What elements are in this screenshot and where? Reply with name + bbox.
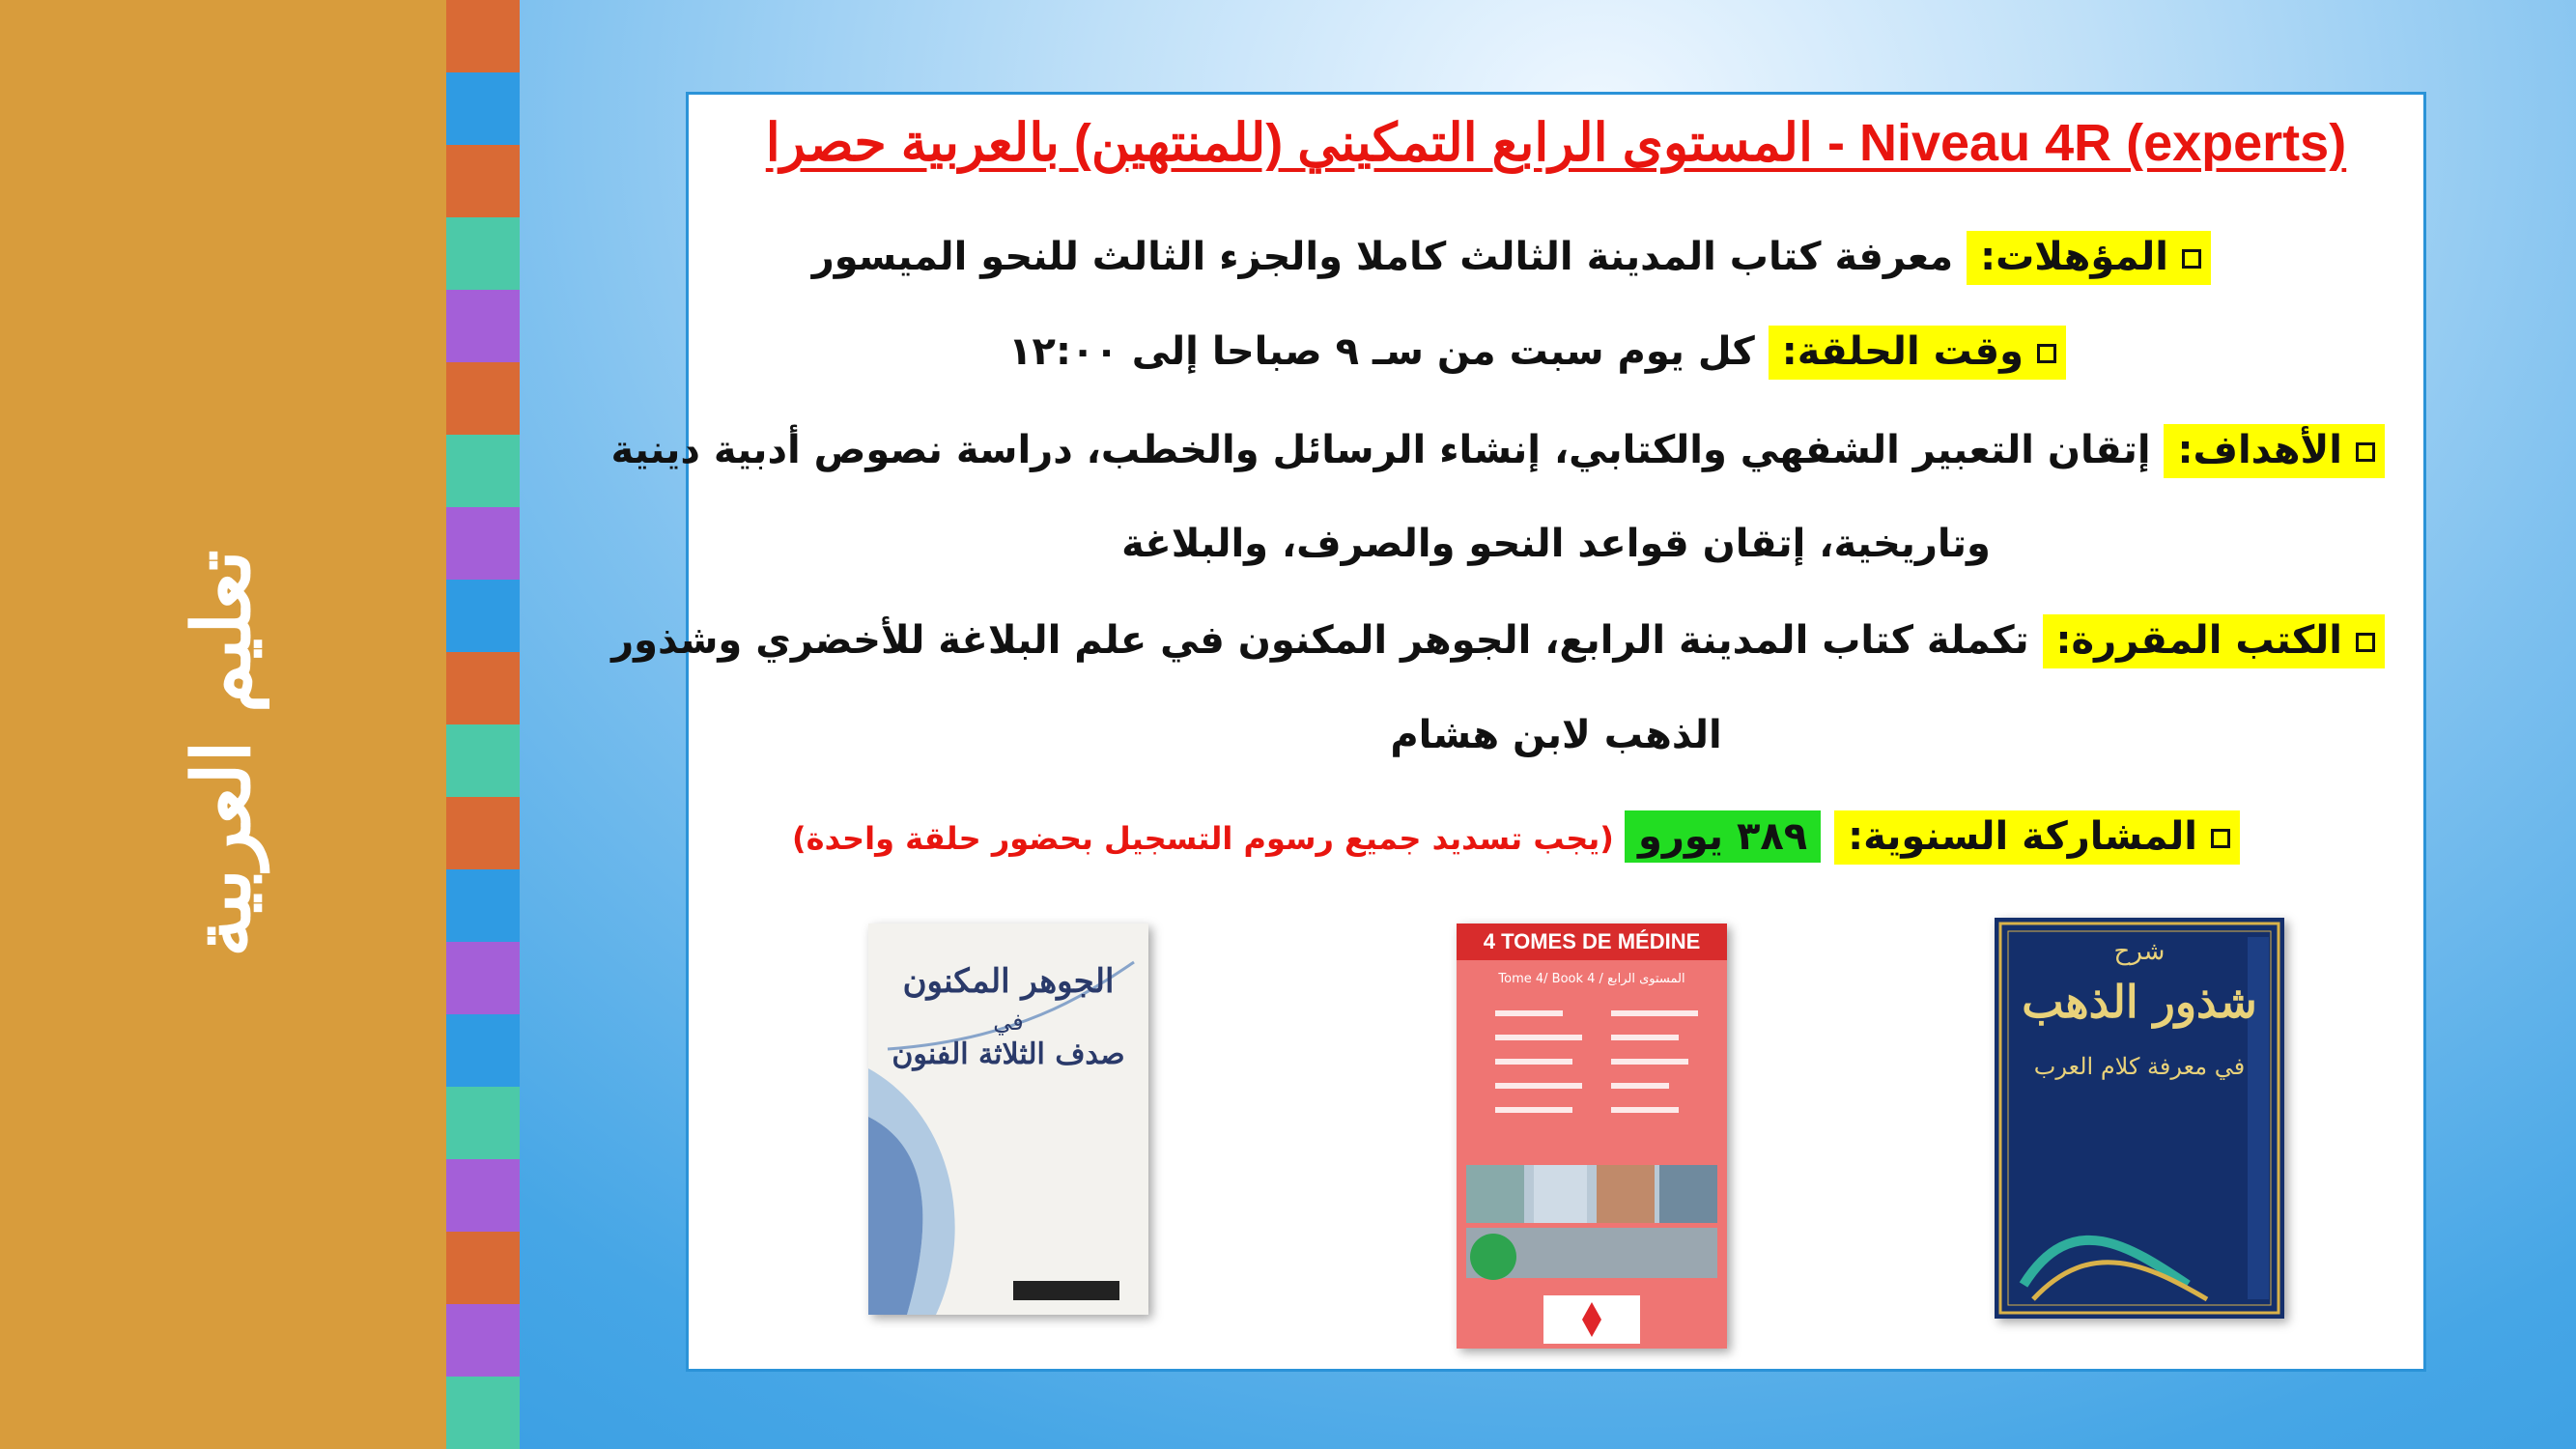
objectives-label-box [2164,424,2385,478]
objectives-text: إتقان التعبير الشفهي والكتابي، إنشاء الرسائل والخطب، دراسة نصوص أدبية دينية [610,428,2165,472]
books-continuation: الذهب لابن هشام [1390,713,1722,757]
stripe-segment [446,290,520,362]
vertical-title-text: تعليم العربية [176,550,269,957]
stripe-segment [446,0,520,72]
book-1-title: الجوهر المكنون [902,962,1115,1001]
fee-label: المشاركة السنوية: [1848,814,2197,859]
objectives-line [610,428,2385,472]
fee-note: (يجب تسديد جميع رسوم التسجيل بحضور حلقة واحدة) [792,820,1626,857]
stripe-segment [446,1232,520,1304]
book-3-top: شرح [2113,937,2166,966]
fee-price: ٣٨٩ يورو [1625,810,1821,863]
qualifications-line [812,235,2211,279]
objectives-continuation: وتاريخية، إتقان قواعد النحو والصرف، والبلاغة [1121,522,1991,566]
book-1-title3: صدف الثلاثة الفنون [892,1037,1125,1071]
session-time-label-box [1769,326,2066,380]
stripe-segment [446,942,520,1014]
fee-line [792,814,2240,859]
book-2-header: 4 TOMES DE MÉDINE [1483,929,1701,953]
checkbox-bullet-icon [2037,344,2056,363]
book-3-title: شذور الذهب [2022,976,2257,1028]
stripe-segment [446,145,520,217]
stripe-segment [446,435,520,507]
book-3-sub: في معرفة كلام العرب [2033,1053,2246,1080]
session-time-line [1008,329,2066,374]
panel-title-text: المستوى الرابع التمكيني (للمنتهين) بالعربية حصرا - Niveau 4R (experts) [765,114,2347,172]
stripe-segment [446,1377,520,1449]
checkbox-bullet-icon [2356,633,2375,652]
books-label: الكتب المقررة: [2055,618,2342,663]
books-line [611,618,2385,663]
qualifications-text: معرفة كتاب المدينة الثالث كاملا والجزء الثالث للنحو الميسور [811,235,1967,279]
stripe-segment [446,1014,520,1087]
session-time-label: وقت الحلقة: [1781,329,2024,374]
stripe-segment [446,797,520,869]
objectives-label: الأهداف: [2177,428,2342,472]
stripe-segment [446,1304,520,1377]
stripe-segment [446,652,520,724]
stripe-segment [446,72,520,145]
stripe-segment [446,580,520,652]
book-cover-2-art [1457,923,1727,1349]
book-2-sub: Tome 4/ Book 4 / المستوى الرابع [1498,972,1685,986]
content-panel [610,92,2426,1372]
session-time-text: كل يوم سبت من سـ ٩ صباحا إلى ١٢:٠٠ [1008,329,1769,374]
stripe-segment [446,869,520,942]
book-cover-shudhur-al-dhahab [1995,918,2284,1319]
book-1-title2: في [993,1009,1024,1036]
stripe-segment [446,724,520,797]
vertical-title [126,502,319,1005]
stripe-segment [446,362,520,435]
panel-title [689,112,2423,173]
stripe-segment [446,217,520,290]
stripe-segment [446,507,520,580]
book-cover-jawhar-maknun [868,923,1148,1315]
stripe-segment [446,1087,520,1159]
stripe-segment [446,1159,520,1232]
fee-label-box [1834,810,2240,865]
checkbox-bullet-icon [2356,442,2375,462]
book-cover-tomes-de-medine [1457,923,1727,1349]
qualifications-label-box [1967,231,2211,285]
left-sidebar-band [0,0,446,1449]
books-label-box [2043,614,2385,668]
checkbox-bullet-icon [2182,249,2201,269]
color-stripe [446,0,520,1449]
books-text: تكملة كتاب المدينة الرابع، الجوهر المكنون في علم البلاغة للأخضري وشذور [611,618,2043,663]
qualifications-label: المؤهلات: [1980,235,2168,279]
checkbox-bullet-icon [2211,829,2230,848]
